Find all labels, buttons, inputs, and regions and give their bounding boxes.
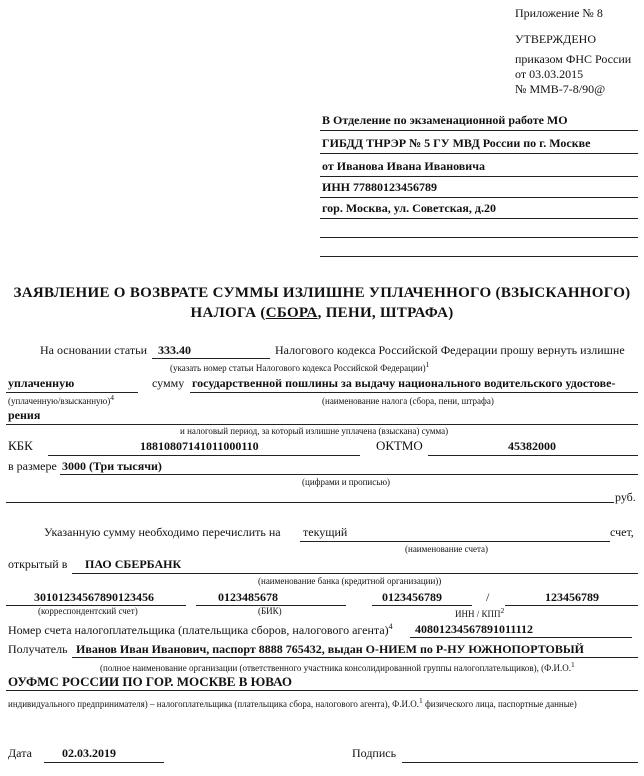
recipient-value: Иванов Иван Иванович, паспорт 8888 765432, выдан О-НИЕМ по Р-НУ ЮЖНОПОРТОВЫЙ (76, 642, 584, 656)
kbk-underline (48, 455, 360, 456)
period-hint: и налоговый период, за который излишне уплачена (взыскана) сумма) (180, 426, 449, 436)
amount-underline-2 (6, 502, 614, 503)
article-number: 333.40 (158, 343, 191, 357)
amount-label: в размере (8, 459, 57, 473)
bank-name: ПАО СБЕРБАНК (85, 557, 182, 571)
tax-name-cont-underline (6, 424, 638, 425)
article-hint: (указать номер статьи Налогового кодекса Российской Федерации)$^1$ (170, 360, 430, 373)
corr-account-hint: (корреспондентский счет) (38, 606, 138, 616)
recipient-label: Получатель (8, 642, 68, 656)
kbk-value: 18810807141011000110 (140, 439, 259, 453)
addressee-line-2: ГИБДД ТНРЭР № 5 ГУ МВД России по г. Москве (322, 136, 591, 150)
basis-suffix: Налогового кодекса Российской Федерации прошу вернуть излишне (275, 343, 625, 357)
rub-label: руб. (615, 490, 636, 504)
account-hint: (наименование счета) (405, 544, 489, 554)
corr-account: 30101234567890123456 (34, 590, 154, 604)
taxpayer-account-label: Номер счета налогоплательщика (плательщика сборов, налогового агента)$^4$ (8, 622, 393, 637)
document-title-line-1: ЗАЯВЛЕНИЕ О ВОЗВРАТЕ СУММЫ ИЗЛИШНЕ УПЛАЧЕННОГО (ВЗЫСКАННОГО) (13, 285, 631, 301)
sum-word: сумму (152, 376, 185, 390)
date-value: 02.03.2019 (62, 746, 116, 760)
article-underline (152, 358, 270, 359)
bank-kpp-underline (505, 605, 638, 606)
order-line-1: приказом ФНС России (515, 52, 632, 66)
title-part-pre: НАЛОГА ( (190, 305, 266, 321)
oktmo-label: ОКТМО (376, 438, 423, 453)
applicant-name: от Иванова Ивана Ивановича (322, 159, 485, 173)
title-part-post: , ПЕНИ, ШТРАФА) (317, 305, 454, 321)
tax-hint: (наименование налога (сбора, пени, штрафа) (322, 396, 494, 406)
oktmo-value: 45382000 (508, 439, 556, 453)
inn-kpp-slash: / (486, 590, 490, 604)
account-word: счет, (610, 525, 634, 539)
bank-inn: 0123456789 (382, 590, 442, 604)
taxpayer-account: 40801234567891011112 (415, 622, 534, 636)
applicant-inn: ИНН 77880123456789 (322, 180, 438, 194)
bank-underline (72, 573, 638, 574)
addressee-underline-5 (320, 218, 638, 219)
recipient-continued: ОУФМС РОССИИ ПО ГОР. МОСКВЕ В ЮВАО (8, 674, 292, 689)
recipient-cont-underline (6, 690, 638, 691)
tax-name: государственной пошлины за выдачу национального водительского удостове- (192, 376, 616, 390)
kbk-label: КБК (8, 438, 33, 453)
addressee-line-1: В Отделение по экзаменационной работе МО (322, 113, 568, 127)
signature-label: Подпись (352, 746, 397, 760)
bank-hint: (наименование банка (кредитной организации)) (258, 576, 442, 586)
amount-hint: (цифрами и прописью) (302, 477, 391, 487)
addressee-underline-2 (320, 153, 638, 154)
transfer-text: Указанную сумму необходимо перечислить на (44, 525, 281, 539)
bik-value: 0123485678 (218, 590, 278, 604)
bik-hint: (БИК) (258, 606, 282, 616)
basis-prefix: На основании статьи (40, 343, 148, 357)
tax-name-underline (190, 392, 638, 393)
applicant-address: гор. Москва, ул. Советская, д.20 (322, 201, 496, 215)
bank-kpp: 123456789 (545, 590, 599, 604)
tax-name-continued: рения (8, 408, 41, 422)
amount-value: 3000 (Три тысячи) (62, 459, 162, 473)
addressee-underline-1 (320, 130, 638, 131)
date-underline (44, 762, 164, 763)
amount-underline-1 (60, 474, 638, 475)
paid-type: уплаченную (8, 376, 75, 390)
recipient-hint: (полное наименование организации (ответственного участника консолидированной группы налогоплательщиков), (Ф.И.О.$^1$ (100, 660, 575, 673)
opened-in-label: открытый в (8, 557, 68, 571)
account-type-underline (300, 541, 610, 542)
date-label: Дата (8, 746, 32, 760)
appendix-number: Приложение № 8 (515, 6, 603, 20)
addressee-underline-7 (320, 256, 638, 257)
title-part-sbora: СБОРА (265, 305, 318, 321)
order-line-3: № ММВ-7-8/90@ (515, 82, 606, 96)
addressee-underline-3 (320, 176, 638, 177)
recipient-hint-2: индивидуального предпринимателя) – налогоплательщика (плательщика сбора, налогового агента), Ф.И.О.$^1$ физического лица, паспортные данные) (8, 696, 577, 709)
account-type: текущий (303, 525, 348, 539)
signature-line[interactable] (402, 762, 638, 763)
approved-label: УТВЕРЖДЕНО (515, 32, 597, 46)
document-title-line-2 (0, 305, 644, 322)
recipient-underline (72, 657, 638, 658)
paid-hint: (уплаченную/взысканную)$^4$ (8, 393, 114, 406)
inn-kpp-hint: ИНН / КПП$^2$ (455, 606, 505, 619)
addressee-underline-4 (320, 197, 638, 198)
oktmo-underline (428, 455, 638, 456)
order-line-2: от 03.03.2015 (515, 67, 584, 81)
addressee-underline-6 (320, 237, 638, 238)
taxpayer-account-underline (410, 637, 632, 638)
